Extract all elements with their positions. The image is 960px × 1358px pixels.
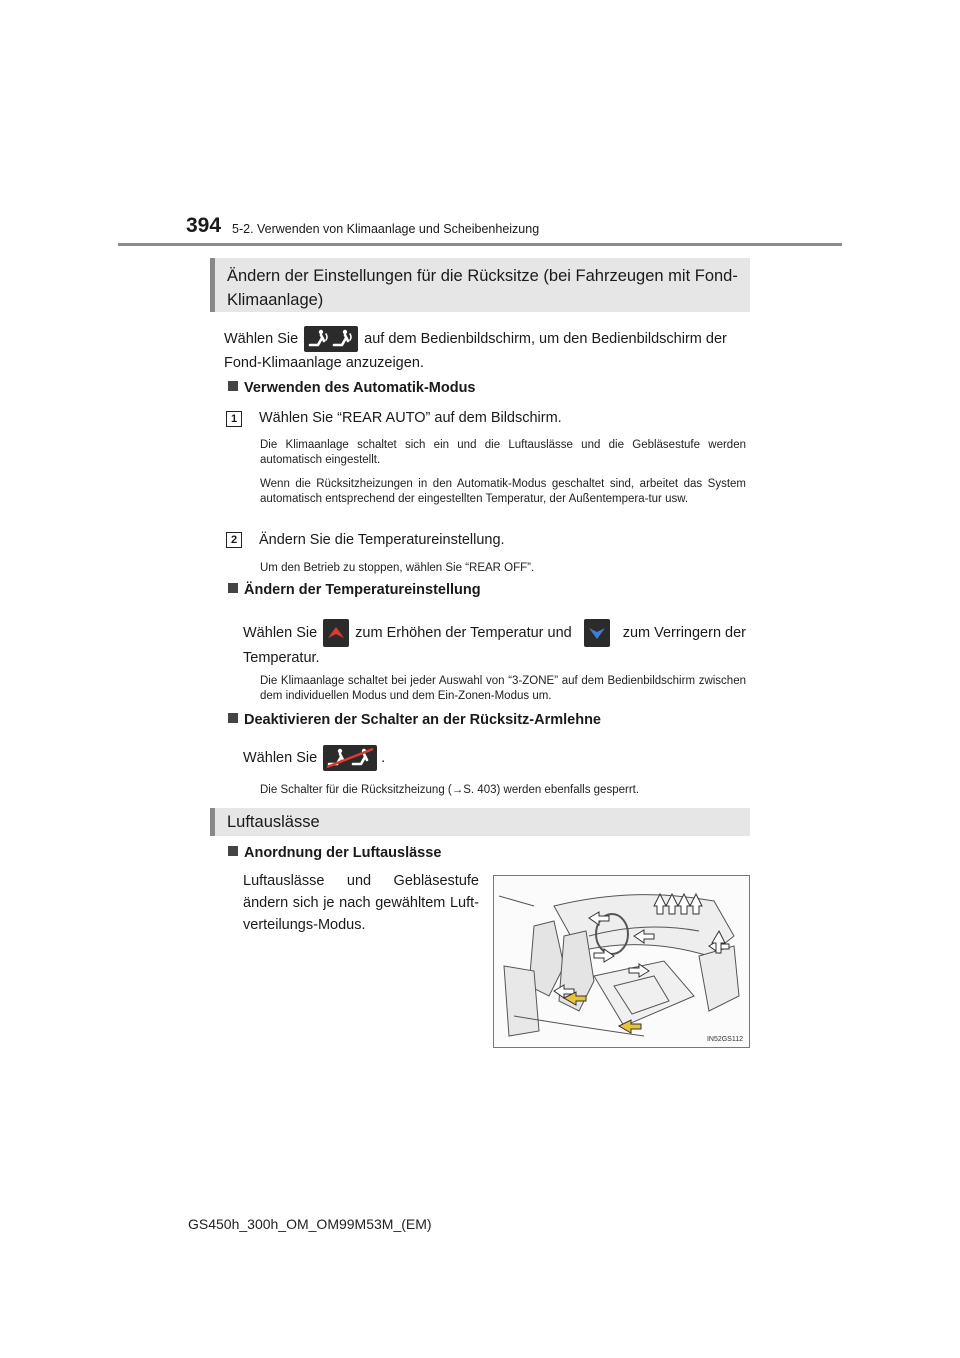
intro-paragraph: [224, 326, 750, 374]
temp-line1: [243, 619, 746, 647]
air-outlets-illustration: [493, 875, 750, 1048]
temp-text-a: Wählen Sie: [243, 625, 318, 641]
heading-disable-switches: Deaktivieren der Schalter an der Rücksitz-Armlehne: [228, 712, 601, 728]
heading-outlet-layout: Anordnung der Luftauslässe: [228, 845, 441, 861]
intro-before: Wählen Sie: [224, 331, 299, 347]
car-interior-drawing: [494, 876, 749, 1047]
bullet-square-icon: [228, 713, 238, 723]
page-number: 394: [186, 214, 222, 237]
disable-note: Die Schalter für die Rücksitzheizung (→S. 403) werden ebenfalls gesperrt.: [260, 784, 640, 796]
step-number-2: 2: [226, 532, 242, 548]
heading-auto-mode: Verwenden des Automatik-Modus: [228, 380, 476, 396]
step-number-1: 1: [226, 411, 242, 427]
chapter-title: 5-2. Verwenden von Klimaanlage und Scheibenheizung: [232, 222, 540, 236]
section-title-rear-settings: [210, 258, 750, 312]
model-code: GS450h_300h_OM_OM99M53M_(EM): [188, 1216, 432, 1232]
temp-up-icon: [323, 619, 349, 647]
auto-note-1: Die Klimaanlage schaltet sich ein und die Luftauslässe und die Gebläsestufe werden automatisch eingestellt.: [260, 439, 746, 466]
rear-armrest-lock-icon: [323, 745, 377, 771]
figure-code: IN52GS112: [706, 1036, 743, 1043]
temp-paragraph: [243, 619, 746, 669]
temp-text-b: zum Erhöhen der Temperatur und: [355, 625, 572, 641]
bullet-square-icon: [228, 846, 238, 856]
auto-note-3: Um den Betrieb zu stoppen, wählen Sie “REAR OFF”.: [260, 562, 535, 574]
temp-down-icon: [584, 619, 610, 647]
step2-text: Ändern Sie die Temperatureinstellung.: [259, 532, 505, 548]
section-title-line2: Klimaanlage): [227, 291, 324, 309]
temp-note: Die Klimaanlage schaltet bei jeder Auswahl von “3-ZONE” auf dem Bedienbildschirm zwischen dem individuellen Modus und dem Ein-Zonen-Modus um.: [260, 675, 746, 702]
header-rule: [118, 243, 842, 246]
section-title-air-outlets: Luftauslässe: [210, 808, 750, 836]
intro-line1: [224, 326, 750, 352]
disable-text-a: Wählen Sie: [243, 750, 318, 766]
intro-after: auf dem Bedienbildschirm, um den Bedienbildschirm der: [364, 331, 727, 347]
step1-text: Wählen Sie “REAR AUTO” auf dem Bildschirm.: [259, 410, 562, 426]
bullet-square-icon: [228, 381, 238, 391]
temp-line2: Temperatur.: [243, 650, 320, 666]
disable-paragraph: [243, 745, 385, 771]
rear-climate-icon: [304, 326, 358, 352]
auto-note-2: Wenn die Rücksitzheizungen in den Automatik-Modus geschaltet sind, arbeitet das System automatisch entsprechend der eingestellten Temperatur, der Außentempera-tur usw.: [260, 478, 746, 505]
bullet-square-icon: [228, 583, 238, 593]
temp-text-c: zum Verringern der: [622, 625, 746, 641]
heading-temperature: Ändern der Temperatureinstellung: [228, 582, 481, 598]
disable-text-b: .: [381, 750, 386, 766]
outlets-paragraph: Luftauslässe und Gebläsestufe ändern sich je nach gewähltem Luft-verteilungs-Modus.: [243, 873, 479, 933]
intro-line2: Fond-Klimaanlage anzuzeigen.: [224, 355, 424, 371]
section-title-line1: Ändern der Einstellungen für die Rücksitze (bei Fahrzeugen mit Fond-: [227, 267, 738, 285]
